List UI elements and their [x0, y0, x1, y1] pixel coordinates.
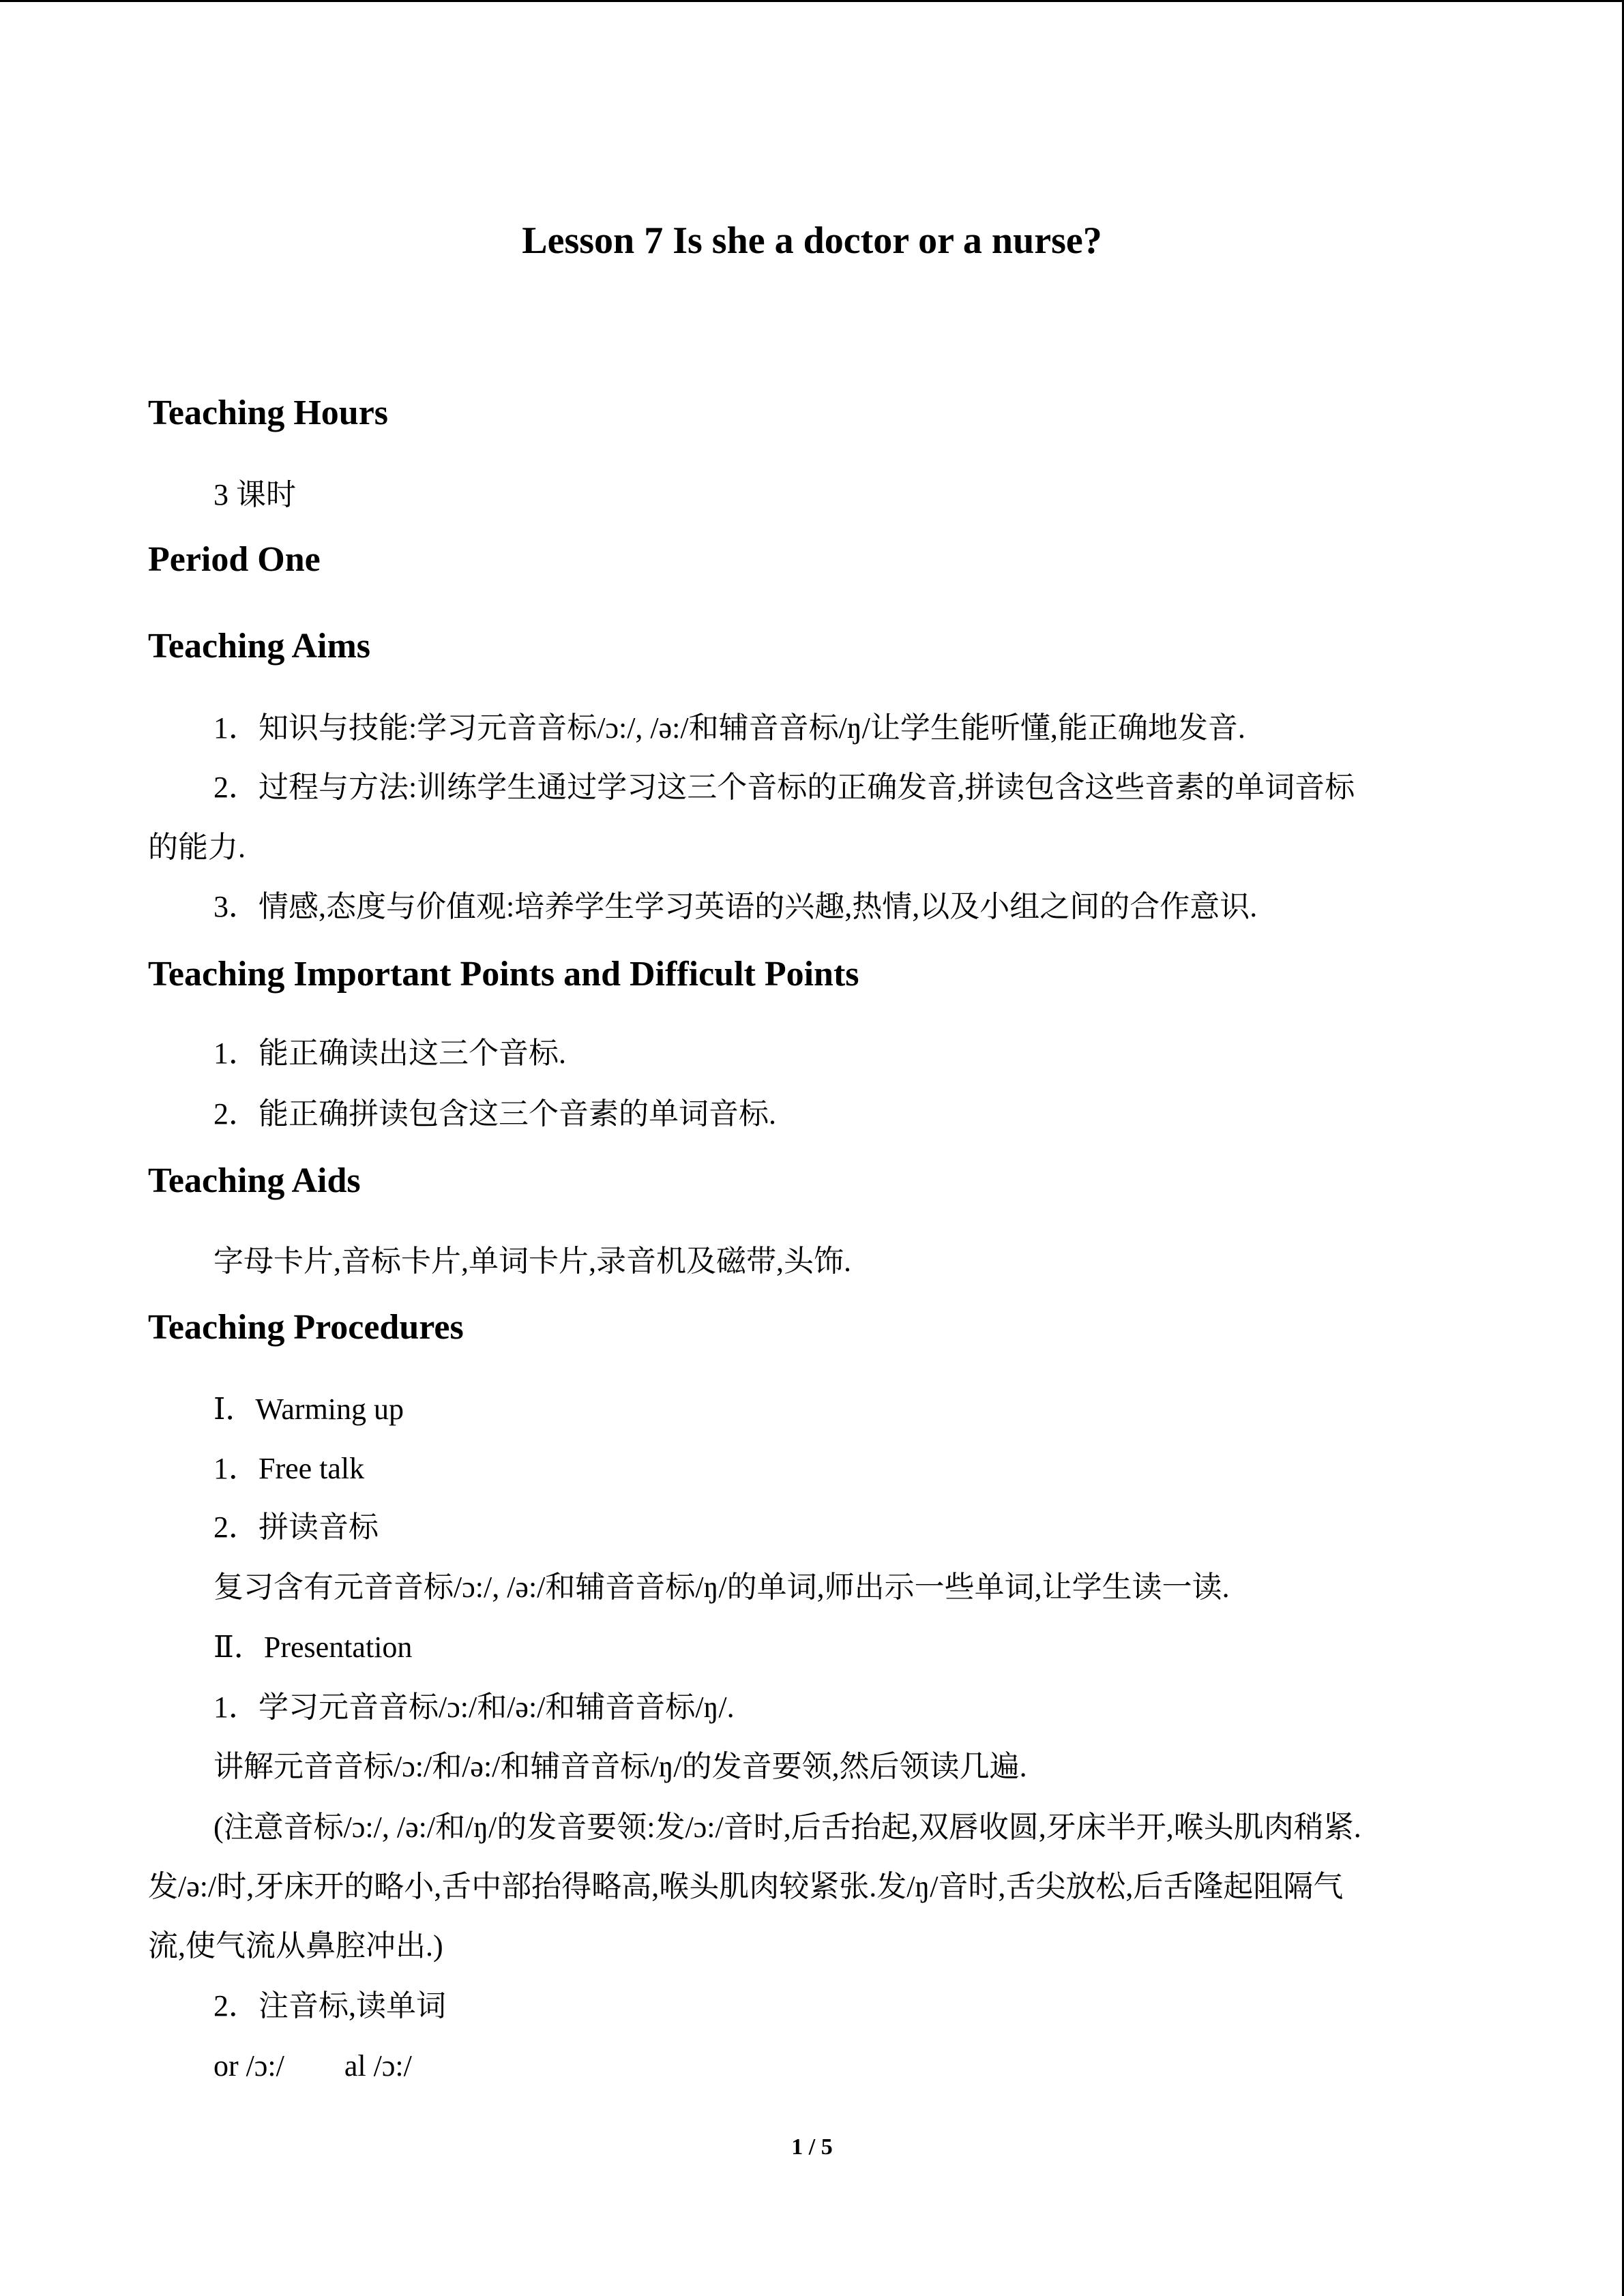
procedure-spelling: 2．拼读音标: [213, 1510, 379, 1544]
aims-item-2: 2．过程与方法:训练学生通过学习这三个音标的正确发音,拼读包含这些音素的单词音标: [213, 771, 1355, 804]
aims-item-1: 1．知识与技能:学习元音音标/ɔ:/, /ə:/和辅音音标/ŋ/让学生能听懂,能正确地发音.: [213, 711, 1245, 745]
aims-item-2-continued: 的能力.: [148, 831, 246, 864]
page-number: 1 / 5: [791, 2134, 833, 2160]
heading-important-points: Teaching Important Points and Difficult Points: [148, 955, 859, 994]
procedure-phonetic-words: 2．注音标,读单词: [213, 1989, 446, 2023]
heading-teaching-hours: Teaching Hours: [148, 393, 389, 432]
procedure-warming-up: Ⅰ．Warming up: [213, 1392, 404, 1426]
procedure-note-line-2: 发/ə:/时,牙床开的略小,舌中部抬得略高,喉头肌肉较紧张.发/ŋ/音时,舌尖放松,后舌隆起阻隔气: [148, 1870, 1344, 1903]
page-top-border: [0, 0, 1624, 2]
teaching-aids-value: 字母卡片,音标卡片,单词卡片,录音机及磁带,头饰.: [213, 1244, 851, 1278]
heading-period-one: Period One: [148, 540, 321, 579]
procedure-presentation: Ⅱ．Presentation: [213, 1630, 413, 1664]
procedure-examples: or /ɔ:/ al /ɔ:/: [213, 2049, 412, 2083]
procedure-review: 复习含有元音音标/ɔ:/, /ə:/和辅音音标/ŋ/的单词,师出示一些单词,让学生读一读.: [213, 1570, 1230, 1604]
procedure-note-line-3: 流,使气流从鼻腔冲出.): [148, 1929, 443, 1963]
procedure-free-talk: 1．Free talk: [213, 1452, 365, 1485]
heading-teaching-aims: Teaching Aims: [148, 627, 371, 666]
procedure-note-line-1: (注意音标/ɔ:/, /ə:/和/ŋ/的发音要领:发/ɔ:/音时,后舌抬起,双唇收圆,牙床半开,喉头肌肉稍紧.: [213, 1810, 1361, 1844]
procedure-explain: 讲解元音音标/ɔ:/和/ə:/和辅音音标/ŋ/的发音要领,然后领读几遍.: [213, 1750, 1027, 1783]
teaching-hours-value: 3 课时: [213, 478, 296, 511]
heading-teaching-procedures: Teaching Procedures: [148, 1308, 464, 1347]
lesson-title: Lesson 7 Is she a doctor or a nurse?: [522, 220, 1102, 262]
heading-teaching-aids: Teaching Aids: [148, 1161, 361, 1200]
aims-item-3: 3．情感,态度与价值观:培养学生学习英语的兴趣,热情,以及小组之间的合作意识.: [213, 890, 1258, 923]
procedure-learn-vowels: 1．学习元音音标/ɔ:/和/ə:/和辅音音标/ŋ/.: [213, 1690, 735, 1724]
important-point-1: 1．能正确读出这三个音标.: [213, 1037, 566, 1070]
important-point-2: 2．能正确拼读包含这三个音素的单词音标.: [213, 1097, 776, 1131]
